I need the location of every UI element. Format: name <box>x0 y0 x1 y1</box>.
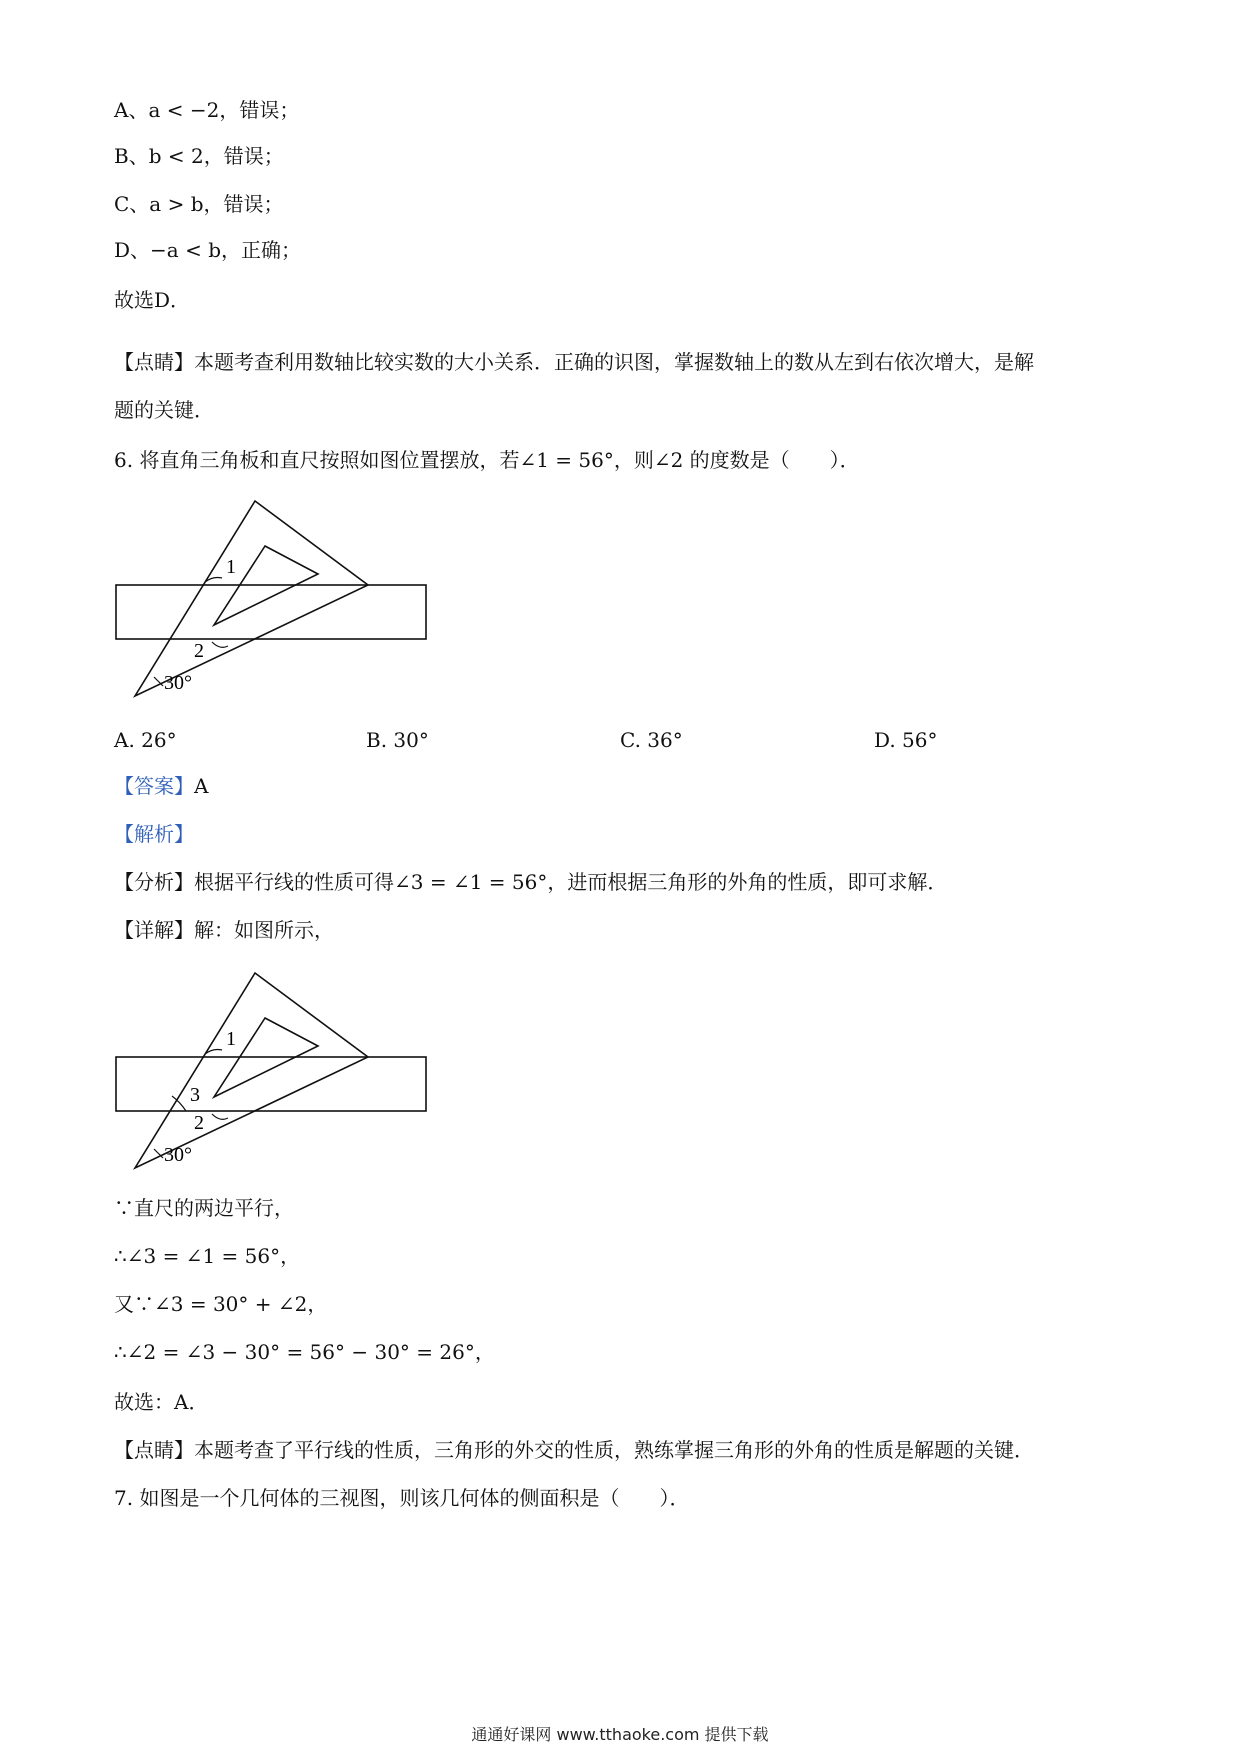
page-footer: 通通好课网 www.tthaoke.com 提供下载 <box>471 1725 769 1744</box>
option-c-analysis: C、a > b，错误； <box>114 192 284 216</box>
detailed-solution-intro: 【详解】解：如图所示， <box>114 918 334 942</box>
question-6: 6. 将直角三角板和直尺按照如图位置摆放，若∠1 = 56°，则∠2 的度数是（ ）． <box>114 448 860 472</box>
option-6-c: C. 36° <box>620 728 683 752</box>
analysis-summary: 【分析】根据平行线的性质可得∠3 = ∠1 = 56°，进而根据三角形的外角的性质，即可求解． <box>114 870 948 894</box>
choice-statement-6: 故选：A． <box>114 1390 209 1414</box>
question-7: 7. 如图是一个几何体的三视图，则该几何体的侧面积是（ ）． <box>114 1486 690 1510</box>
solution-step-1: ∵直尺的两边平行， <box>114 1196 294 1220</box>
option-a-analysis: A、a < −2，错误； <box>114 98 300 122</box>
option-6-a: A. 26° <box>114 728 177 752</box>
option-d-analysis: D、−a < b，正确； <box>114 238 301 262</box>
solution-step-2: ∴∠3 = ∠1 = 56°， <box>114 1244 301 1268</box>
angle-2-arc <box>212 1114 228 1119</box>
solution-step-3: 又∵∠3 = 30° + ∠2， <box>114 1292 328 1316</box>
option-6-d: D. 56° <box>874 728 938 752</box>
figure-triangle-ruler-2 <box>110 966 440 1176</box>
angle-3-label: 3 <box>190 1084 200 1106</box>
triangle-outer <box>135 973 368 1168</box>
answer-value: A <box>194 774 209 798</box>
solution-step-4: ∴∠2 = ∠3 − 30° = 56° − 30° = 26°， <box>114 1340 495 1364</box>
answer-tag: 【答案】 <box>114 774 194 798</box>
answer-line <box>114 772 208 800</box>
angle-2-label: 2 <box>194 1112 204 1134</box>
figure-triangle-ruler-1 <box>110 494 440 704</box>
option-6-b: B. 30° <box>366 728 429 752</box>
triangle-ruler-diagram-labeled <box>110 966 440 1176</box>
option-b-analysis: B、b < 2，错误； <box>114 144 284 168</box>
analysis-tag: 【解析】 <box>114 822 194 846</box>
angle-30-label: 30° <box>164 672 192 694</box>
comment-6: 【点睛】本题考查了平行线的性质，三角形的外交的性质，熟练掌握三角形的外角的性质是解题的关键． <box>114 1438 1034 1462</box>
angle-30-label: 30° <box>164 1144 192 1166</box>
comment-5-line-1: 【点睛】本题考查利用数轴比较实数的大小关系．正确的识图，掌握数轴上的数从左到右依次增大，是解 <box>114 350 1034 374</box>
triangle-ruler-diagram <box>110 494 440 704</box>
angle-2-label: 2 <box>194 640 204 662</box>
angle-2-arc <box>212 642 228 647</box>
angle-1-label: 1 <box>226 1028 236 1050</box>
choice-statement-5: 故选D． <box>114 288 191 312</box>
comment-5-line-2: 题的关键． <box>114 398 214 422</box>
triangle-outer <box>135 501 368 696</box>
angle-1-label: 1 <box>226 556 236 578</box>
